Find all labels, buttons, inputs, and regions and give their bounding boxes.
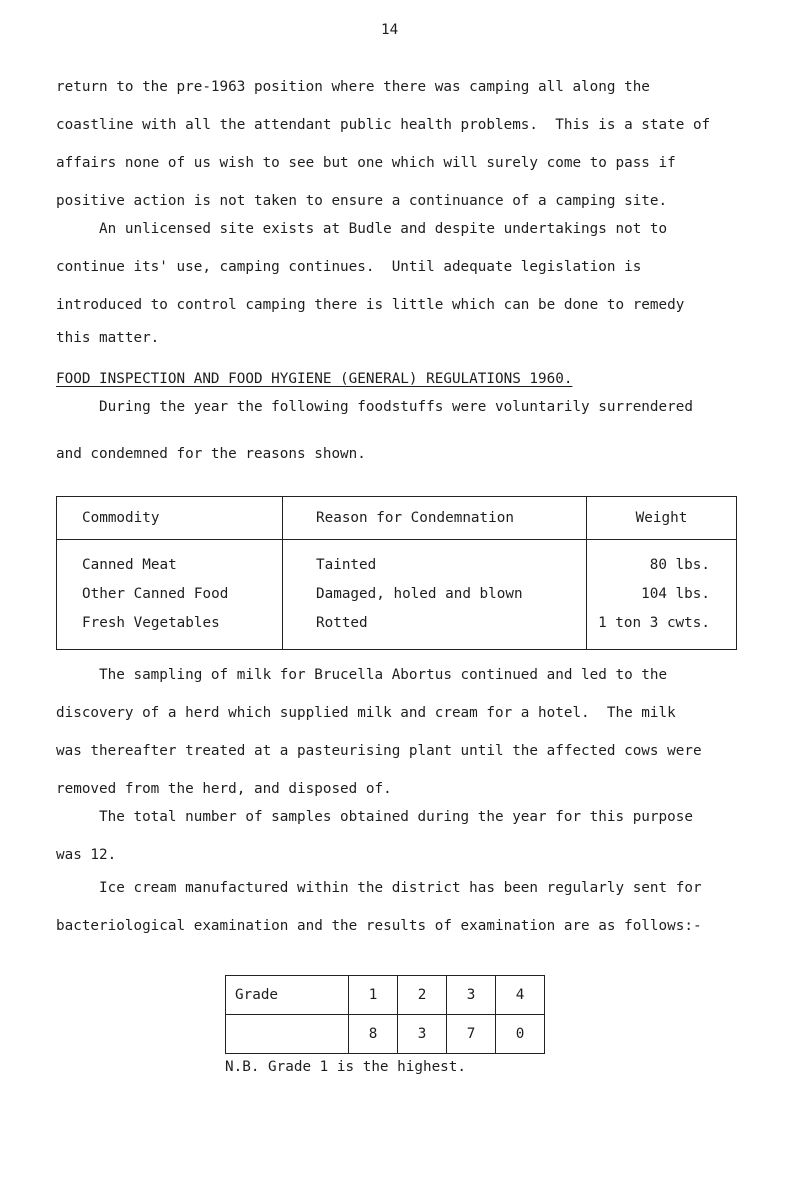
weight-cell: 104 lbs. (641, 586, 710, 602)
count-cell: 8 (349, 1015, 398, 1054)
para1-line: return to the pre-1963 position where there was camping all along the (56, 79, 650, 95)
section-heading: FOOD INSPECTION AND FOOD HYGIENE (GENERAL) REGULATIONS 1960. (56, 371, 573, 387)
ice-cream-grade-table (225, 975, 545, 1054)
page-number: 14 (381, 22, 399, 38)
para4-line: The sampling of milk for Brucella Abortus continued and led to the (56, 667, 668, 683)
count-cell: 0 (496, 1015, 545, 1054)
para1-line: affairs none of us wish to see but one which will surely come to pass if (56, 155, 676, 171)
para5-line: The total number of samples obtained during the year for this purpose (56, 809, 693, 825)
para3-line: During the year the following foodstuffs were voluntarily surrendered (56, 399, 693, 415)
para3-line: and condemned for the reasons shown. (56, 446, 366, 462)
para2-line: this matter. (56, 330, 160, 346)
para4-line: removed from the herd, and disposed of. (56, 781, 392, 797)
grade-cell: 4 (496, 976, 545, 1015)
para2-line: An unlicensed site exists at Budle and despite undertakings not to (56, 221, 668, 237)
reason-column (283, 540, 587, 650)
condemnation-table (56, 496, 737, 650)
commodity-cell: Canned Meat (82, 557, 177, 573)
header-reason: Reason for Condemnation (283, 497, 587, 540)
para4-line: was thereafter treated at a pasteurising plant until the affected cows were (56, 743, 702, 759)
grade-label: Grade (226, 976, 349, 1015)
reason-cell: Tainted (316, 557, 377, 573)
table-body-row (57, 540, 737, 650)
weight-column (587, 540, 737, 650)
weight-cell: 1 ton 3 cwts. (598, 615, 710, 631)
reason-cell: Rotted (316, 615, 368, 631)
para5-line: was 12. (56, 847, 117, 863)
grade-cell: 1 (349, 976, 398, 1015)
reason-cell: Damaged, holed and blown (316, 586, 523, 602)
para1-line: positive action is not taken to ensure a continuance of a camping site. (56, 193, 668, 209)
para1-line: coastline with all the attendant public health problems. This is a state of (56, 117, 711, 133)
grade-row (226, 976, 545, 1015)
grade-cell: 2 (398, 976, 447, 1015)
header-weight: Weight (587, 497, 737, 540)
para6-line: Ice cream manufactured within the district has been regularly sent for (56, 880, 702, 896)
header-commodity: Commodity (57, 497, 283, 540)
count-row (226, 1015, 545, 1054)
para2-line: introduced to control camping there is little which can be done to remedy (56, 297, 685, 313)
commodity-cell: Other Canned Food (82, 586, 229, 602)
count-cell: 7 (447, 1015, 496, 1054)
table-header-row (57, 497, 737, 540)
commodity-cell: Fresh Vegetables (82, 615, 220, 631)
para6-line: bacteriological examination and the results of examination are as follows:- (56, 918, 702, 934)
para4-line: discovery of a herd which supplied milk and cream for a hotel. The milk (56, 705, 676, 721)
count-cell: 3 (398, 1015, 447, 1054)
weight-cell: 80 lbs. (649, 557, 710, 573)
grade-cell: 3 (447, 976, 496, 1015)
empty-label-cell (226, 1015, 349, 1054)
commodity-column (57, 540, 283, 650)
para2-line: continue its' use, camping continues. Until adequate legislation is (56, 259, 642, 275)
grade-note: N.B. Grade 1 is the highest. (225, 1059, 467, 1075)
